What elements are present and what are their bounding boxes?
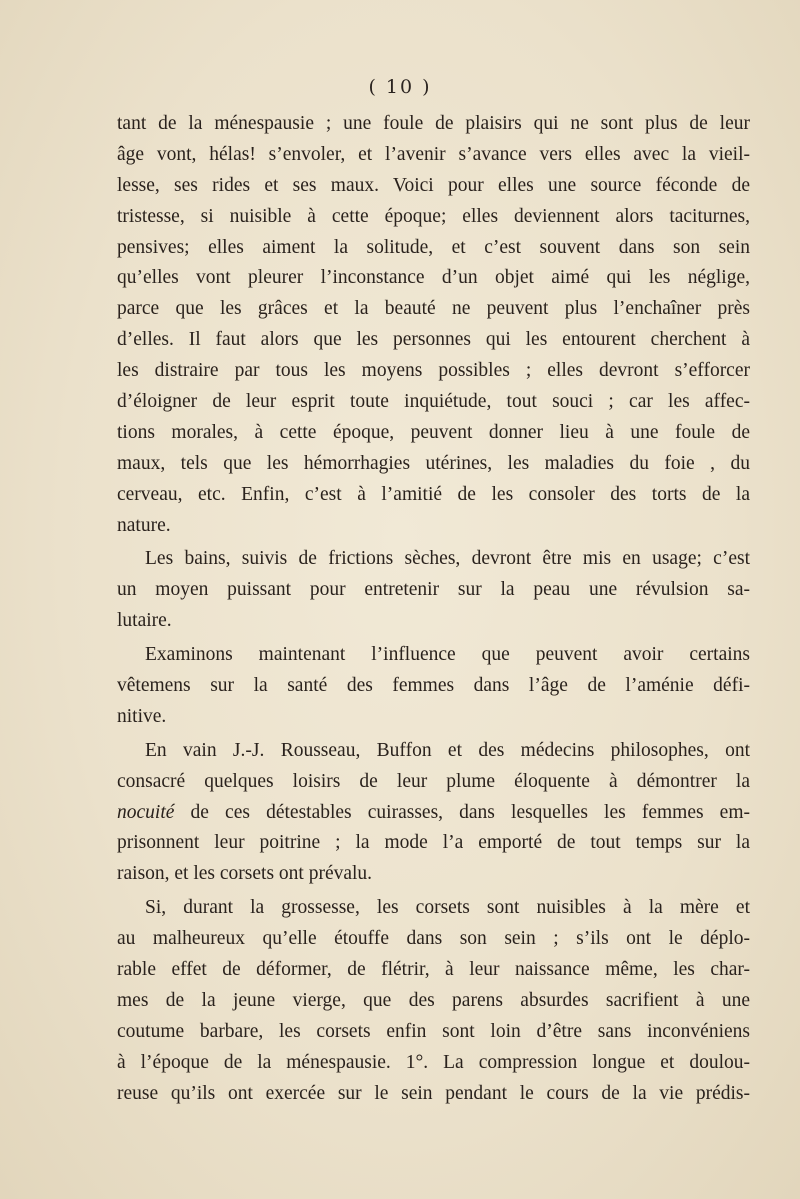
paragraph [117,736,750,890]
italic-word: nocuité [117,801,175,823]
text-line: à l’époque de la ménespausie. 1°. La compression longue et doulou- [117,1051,750,1073]
text-line: Si, durant la grossesse, les corsets sont nuisibles à la mère et [145,897,750,919]
text-line: tristesse, si nuisible à cette époque; elles deviennent alors taciturnes, [117,205,750,227]
text-line: lesse, ses rides et ses maux. Voici pour elles une source féconde de [117,174,750,196]
paragraph [117,640,750,733]
paragraph [117,893,750,1109]
text-line: rable effet de déformer, de flétrir, à leur naissance même, les char- [117,959,750,981]
text-line: coutume barbare, les corsets enfin sont loin d’être sans inconvéniens [117,1020,750,1042]
text-line: d’elles. Il faut alors que les personnes qui les entourent cherchent à [117,329,750,351]
text-line: au malheureux qu’elle étouffe dans son sein ; s’ils ont le déplo- [117,928,750,950]
text-fragment: de ces détestables cuirasses, dans lesquelles les femmes em- [190,801,750,823]
text-line: prisonnent leur poitrine ; la mode l’a emporté de tout temps sur la [117,832,750,854]
text-line [117,798,750,829]
text-line: tions morales, à cette époque, peuvent donner lieu à une foule de [117,421,750,443]
text-line: Les bains, suivis de frictions sèches, devront être mis en usage; c’est [145,548,750,570]
text-line: raison, et les corsets ont prévalu. [117,863,373,885]
text-line: reuse qu’ils ont exercée sur le sein pendant le cours de la vie prédis- [117,1082,750,1104]
text-line: âge vont, hélas! s’envoler, et l’avenir s’avance vers elles avec la vieil- [117,143,750,165]
text-line: tant de la ménespausie ; une foule de plaisirs qui ne sont plus de leur [117,113,750,134]
text-line: pensives; elles aiment la solitude, et c’est souvent dans son sein [117,236,750,258]
text-line: En vain J.-J. Rousseau, Buffon et des médecins philosophes, ont [145,739,750,761]
text-line: mes de la jeune vierge, que des parens absurdes sacrifient à une [117,989,750,1011]
text-line: maux, tels que les hémorrhagies utérines, les maladies du foie , du [117,452,750,474]
text-line: qu’elles vont pleurer l’inconstance d’un objet aimé qui les néglige, [117,267,750,289]
text-line: lutaire. [117,610,172,632]
text-line: d’éloigner de leur esprit toute inquiétude, tout souci ; car les affec- [117,391,750,413]
text-line: parce que les grâces et la beauté ne peuvent plus l’enchaîner près [117,298,750,320]
text-line: vêtemens sur la santé des femmes dans l’âge de l’aménie défi- [117,675,750,697]
text-line: les distraire par tous les moyens possibles ; elles devront s’efforcer [117,360,750,382]
text-line: Examinons maintenant l’influence que peuvent avoir certains [145,644,750,666]
text-line: un moyen puissant pour entretenir sur la peau une révulsion sa- [117,579,750,601]
page-number: ( 10 ) [368,76,432,98]
paragraph [117,544,750,637]
text-line: consacré quelques loisirs de leur plume éloquente à démontrer la [117,770,750,792]
text-line: cerveau, etc. Enfin, c’est à l’amitié de les consoler des torts de la [117,483,750,505]
paragraph [117,109,750,541]
text-line: nature. [117,514,171,536]
body-text [117,109,750,1110]
text-line: nitive. [117,705,167,727]
